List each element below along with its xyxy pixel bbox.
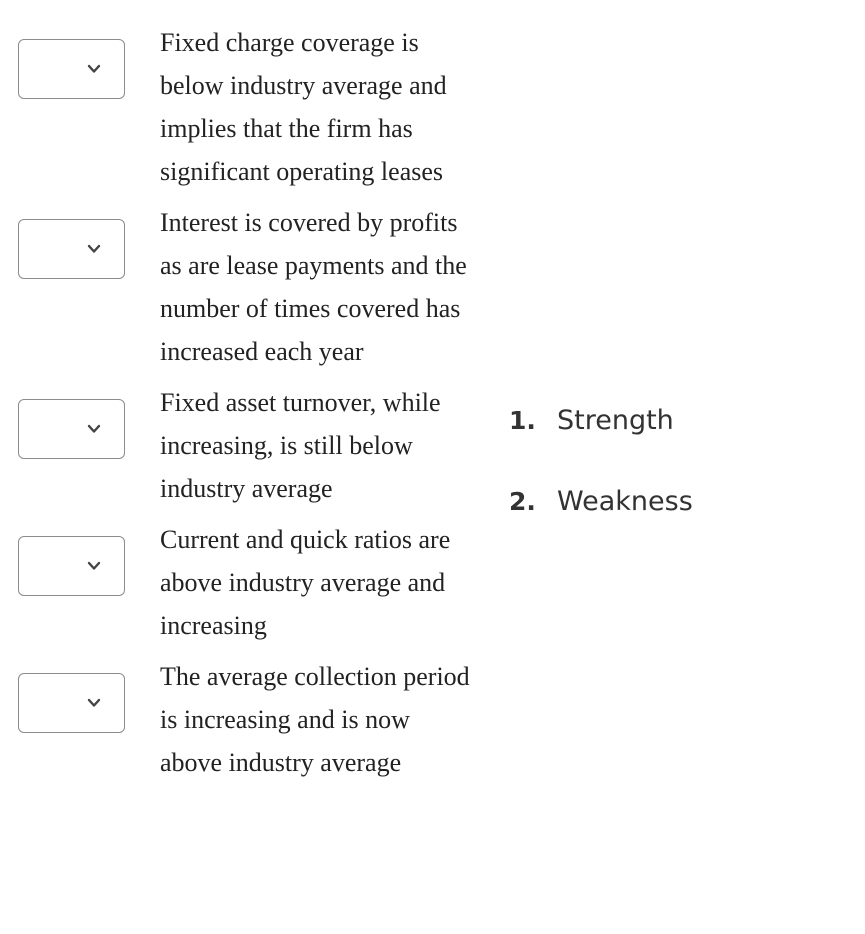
statement-text: The average collection period is increasing and is now above industry average [160,662,470,777]
statement-list [18,21,478,792]
statement-text: Current and quick ratios are above industry average and increasing [160,525,451,640]
chevron-down-icon [86,558,102,574]
statement-row [18,201,478,373]
statement-text: Fixed asset turnover, while increasing, is still below industry average [160,388,441,503]
statement-text: Fixed charge coverage is below industry average and implies that the firm has significant operating leases [160,28,447,186]
statement-row [18,655,478,784]
option-label: Strength [557,405,674,436]
statement-text: Interest is covered by profits as are lease payments and the number of times covered has increased each year [160,208,467,366]
statement-row [18,21,478,193]
answer-dropdown-3[interactable] [18,399,125,459]
chevron-down-icon [86,61,102,77]
option-list [509,405,693,567]
chevron-down-icon [86,241,102,257]
option-label: Weakness [557,486,693,517]
answer-dropdown-4[interactable] [18,536,125,596]
chevron-down-icon [86,695,102,711]
option-number: 2. [509,487,536,516]
answer-dropdown-2[interactable] [18,219,125,279]
statement-row [18,518,478,647]
option-number: 1. [509,406,536,435]
chevron-down-icon [86,421,102,437]
answer-dropdown-1[interactable] [18,39,125,99]
option-item-strength [509,405,693,449]
option-item-weakness [509,486,693,530]
statement-row [18,381,478,510]
answer-dropdown-5[interactable] [18,673,125,733]
